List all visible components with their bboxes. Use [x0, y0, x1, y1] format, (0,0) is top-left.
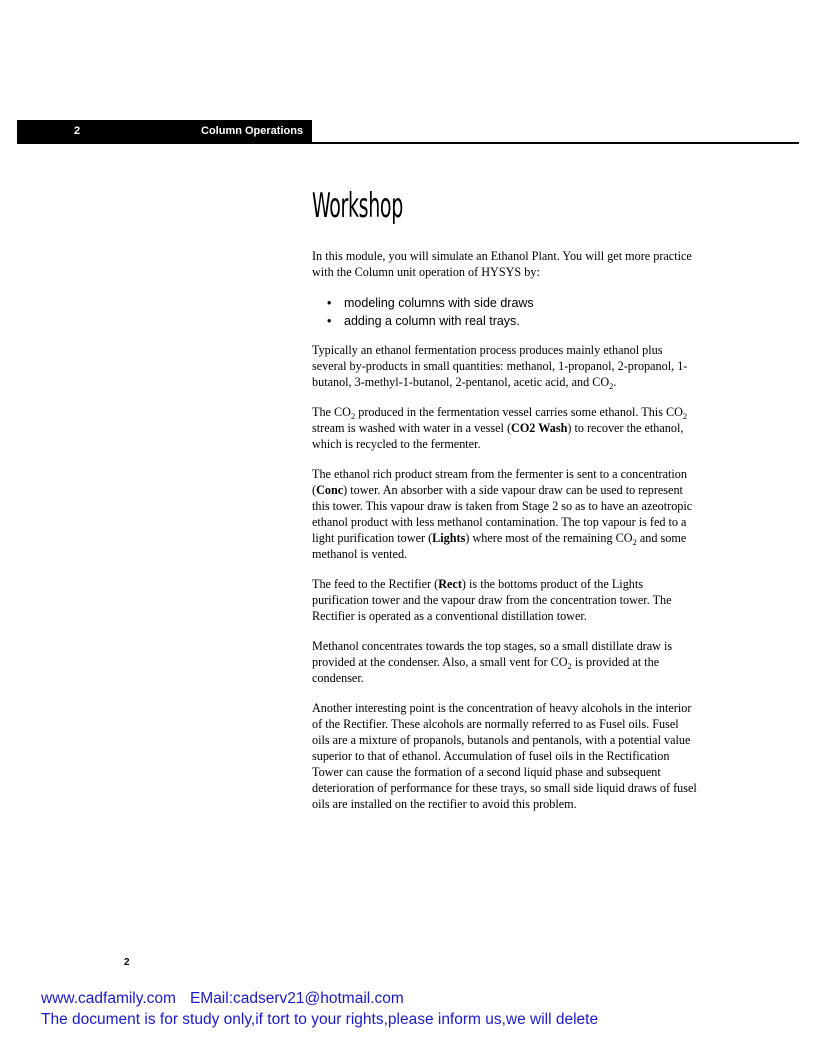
- chapter-number: 2: [74, 125, 81, 137]
- list-item: [312, 312, 698, 330]
- footer-site-link[interactable]: www.cadfamily.com: [41, 990, 176, 1007]
- bullet-text: modeling columns with side draws: [344, 296, 534, 310]
- bullet-icon: •: [327, 296, 332, 310]
- bullet-icon: •: [327, 314, 332, 328]
- paragraph-rectifier: The feed to the Rectifier (Rect) is the bottoms product of the Lights purification tower and the vapour draw from the concentration tower. The Rectifier is operated as a conventional distillation tower.: [312, 577, 672, 623]
- paragraph-byproducts: Typically an ethanol fermentation process produces mainly ethanol plus several by-products in small quantities: methanol, 1-propanol, 2-propanol, 1-butanol, 3-methyl-1-butanol, 2-pentanol, acetic acid, and $CO_2$.: [312, 343, 688, 391]
- footer-notice: The document is for study only,if tort to your rights,please inform us,we will delete: [41, 1011, 599, 1028]
- footer-email[interactable]: EMail:cadserv21@hotmail.com: [189, 990, 404, 1007]
- chapter-title: Column Operations: [201, 125, 304, 137]
- chapter-header-bar: [17, 120, 312, 144]
- bullet-text: adding a column with real trays.: [344, 314, 520, 328]
- intro-paragraph: In this module, you will simulate an Ethanol Plant. You will get more practice with the Column unit operation of HYSYS by:: [312, 249, 692, 279]
- body-content: [312, 248, 698, 826]
- footer-watermark: [41, 988, 598, 1030]
- paragraph-methanol: Methanol concentrates towards the top stages, so a small distillate draw is provided at the condenser. Also, a small vent for $CO_2$ is provided at the condenser.: [312, 639, 673, 685]
- paragraph-fusel-oils: Another interesting point is the concentration of heavy alcohols in the interior of the Rectifier. These alcohols are normally referred to as Fusel oils. Fusel oils are a mixture of propanols, butanols and pentanols, with a potential value superior to that of ethanol. Accumulation of fusel oils in the Rectification Tower can cause the formation of a second liquid phase and subsequent deterioration of performance for these trays, so small side liquid draws of fusel oils are installed on the rectifier to avoid this problem.: [312, 701, 697, 811]
- paragraph-co2-wash: The $CO_2$ produced in the fermentation vessel carries some ethanol. This $CO_2$ stream is washed with water in a vessel (CO2 Wash) to recover the ethanol, which is recycled to the fermenter.: [312, 405, 688, 451]
- bullet-list: [312, 294, 698, 330]
- paragraph-conc-tower: The ethanol rich product stream from the fermenter is sent to a concentration (Conc) tower. An absorber with a side vapour draw can be used to represent this tower. This vapour draw is taken from Stage 2 so as to have an azeotropic ethanol product with less methanol contamination. The top vapour is fed to a light purification tower (Lights) where most of the remaining $CO_2$ and some methanol is vented.: [312, 467, 693, 561]
- list-item: [312, 294, 698, 312]
- header-rule: [312, 142, 799, 144]
- section-heading: Workshop: [312, 186, 403, 226]
- page-number: 2: [124, 957, 130, 968]
